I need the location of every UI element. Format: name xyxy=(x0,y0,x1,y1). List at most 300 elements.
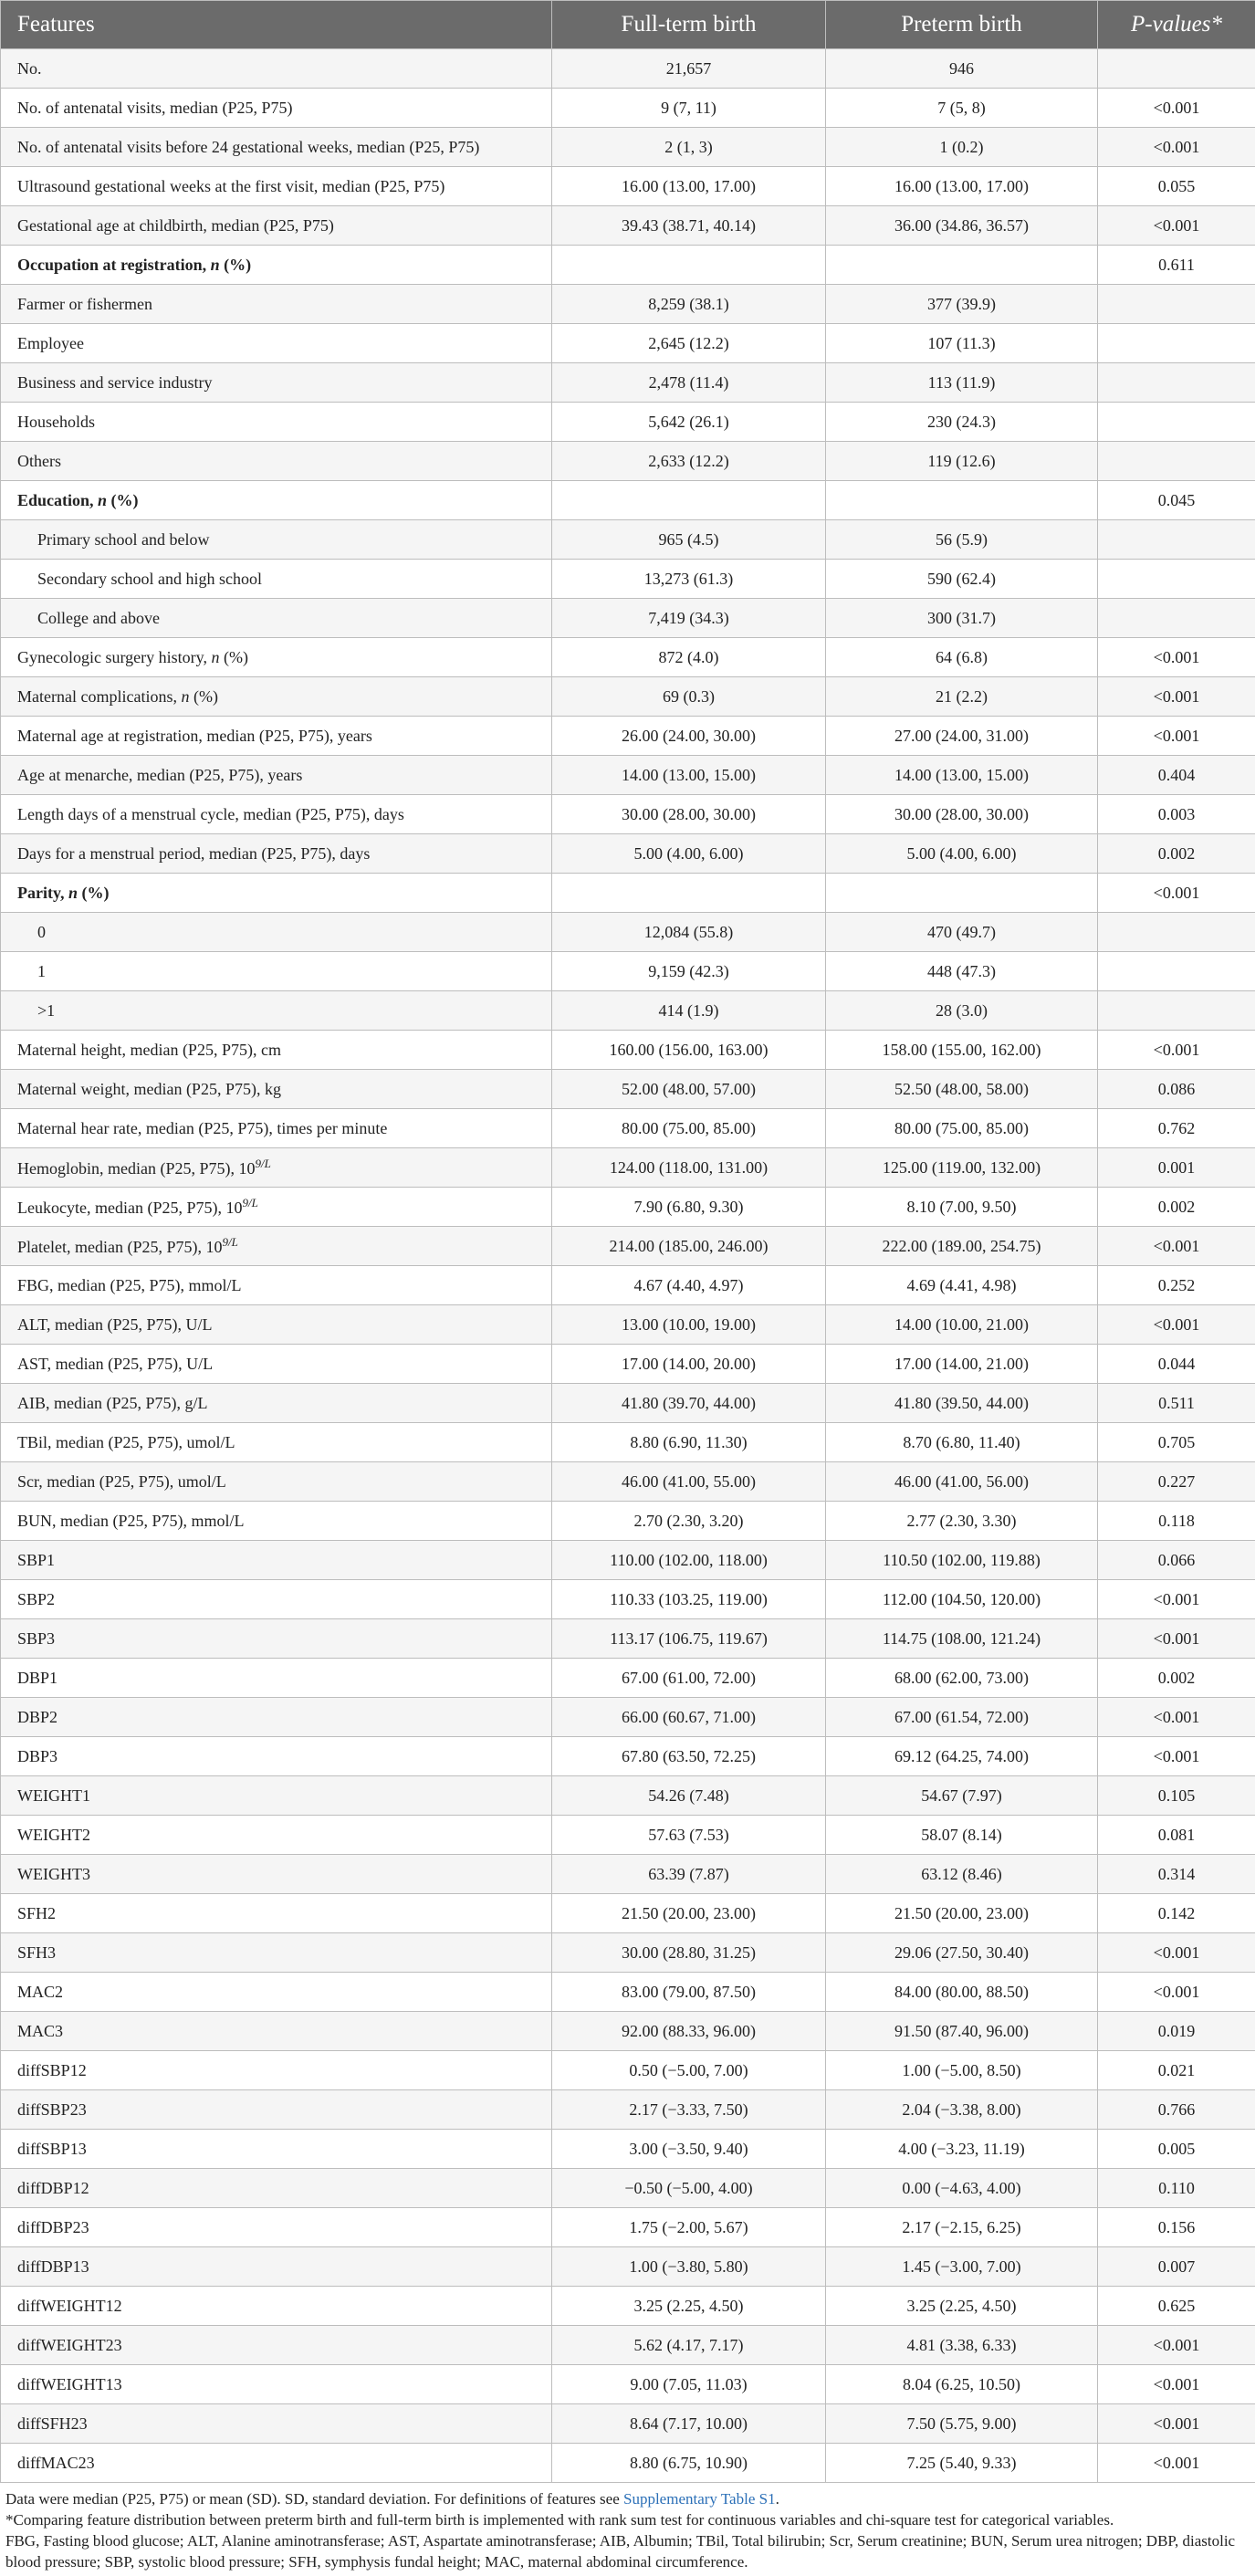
feature-label-text: SFH3 xyxy=(17,1942,57,1962)
full-term-value: 3.25 (2.25, 4.50) xyxy=(552,2287,826,2326)
p-value xyxy=(1098,442,1255,481)
table-row xyxy=(1,1580,1255,1619)
full-term-value xyxy=(552,481,826,520)
p-value: <0.001 xyxy=(1098,1227,1255,1266)
feature-label xyxy=(1,599,552,638)
full-term-value: 30.00 (28.80, 31.25) xyxy=(552,1933,826,1973)
preterm-value: 7.50 (5.75, 9.00) xyxy=(826,2404,1098,2444)
feature-label xyxy=(1,128,552,167)
table-row xyxy=(1,1031,1255,1070)
table-row xyxy=(1,1502,1255,1541)
p-value xyxy=(1098,991,1255,1031)
p-value: 0.019 xyxy=(1098,2012,1255,2051)
p-value: <0.001 xyxy=(1098,2365,1255,2404)
feature-label-text: Hemoglobin, median (P25, P75), 10 xyxy=(17,1159,256,1178)
full-term-value: 54.26 (7.48) xyxy=(552,1776,826,1816)
table-row xyxy=(1,1737,1255,1776)
table-row xyxy=(1,2012,1255,2051)
feature-label xyxy=(1,717,552,756)
feature-label xyxy=(1,1384,552,1423)
table-row xyxy=(1,717,1255,756)
p-value: 0.002 xyxy=(1098,834,1255,874)
feature-label-text: Length days of a menstrual cycle, median (P25, P75), days xyxy=(17,804,404,823)
unit-superscript: 9/L xyxy=(222,1235,238,1249)
table-row xyxy=(1,520,1255,560)
feature-label xyxy=(1,1502,552,1541)
full-term-value: 1.00 (−3.80, 5.80) xyxy=(552,2247,826,2287)
preterm-value: 29.06 (27.50, 30.40) xyxy=(826,1933,1098,1973)
preterm-value: 300 (31.7) xyxy=(826,599,1098,638)
header-full-term: Full-term birth xyxy=(552,1,826,49)
unit-superscript: 9/L xyxy=(255,1157,271,1170)
feature-label-text: Gestational age at childbirth, median (P25, P75) xyxy=(17,215,334,235)
preterm-value: 16.00 (13.00, 17.00) xyxy=(826,167,1098,206)
table-row xyxy=(1,1619,1255,1659)
full-term-value: 13.00 (10.00, 19.00) xyxy=(552,1305,826,1345)
footnote-1-end: . xyxy=(775,2490,779,2508)
p-value: <0.001 xyxy=(1098,1933,1255,1973)
feature-label xyxy=(1,167,552,206)
table-row xyxy=(1,1148,1255,1188)
feature-label xyxy=(1,285,552,324)
feature-label-text: Days for a menstrual period, median (P25, P75), days xyxy=(17,843,371,863)
p-value: 0.002 xyxy=(1098,1188,1255,1227)
feature-label-text: No. of antenatal visits before 24 gestational weeks, median (P25, P75) xyxy=(17,137,480,156)
feature-label-text: MAC2 xyxy=(17,1982,64,2001)
table-row xyxy=(1,2365,1255,2404)
feature-label xyxy=(1,1855,552,1894)
feature-label xyxy=(1,1148,552,1188)
full-term-value: 14.00 (13.00, 15.00) xyxy=(552,756,826,795)
table-row xyxy=(1,1933,1255,1973)
feature-label xyxy=(1,952,552,991)
table-row xyxy=(1,991,1255,1031)
preterm-value: 2.77 (2.30, 3.30) xyxy=(826,1502,1098,1541)
p-value: <0.001 xyxy=(1098,1973,1255,2012)
table-row xyxy=(1,324,1255,363)
feature-label xyxy=(1,246,552,285)
feature-label xyxy=(1,442,552,481)
preterm-value: 63.12 (8.46) xyxy=(826,1855,1098,1894)
full-term-value: 5.00 (4.00, 6.00) xyxy=(552,834,826,874)
feature-label xyxy=(1,1619,552,1659)
p-value: <0.001 xyxy=(1098,1737,1255,1776)
preterm-value: 113 (11.9) xyxy=(826,363,1098,403)
full-term-value: 0.50 (−5.00, 7.00) xyxy=(552,2051,826,2090)
feature-label xyxy=(1,638,552,677)
p-value: <0.001 xyxy=(1098,89,1255,128)
table-row xyxy=(1,246,1255,285)
p-value: 0.511 xyxy=(1098,1384,1255,1423)
preterm-value: 222.00 (189.00, 254.75) xyxy=(826,1227,1098,1266)
preterm-value: 5.00 (4.00, 6.00) xyxy=(826,834,1098,874)
feature-label-text: diffDBP12 xyxy=(17,2178,89,2197)
preterm-value: 52.50 (48.00, 58.00) xyxy=(826,1070,1098,1109)
preterm-value xyxy=(826,246,1098,285)
feature-label-text: diffMAC23 xyxy=(17,2453,95,2472)
p-value: 0.118 xyxy=(1098,1502,1255,1541)
feature-label xyxy=(1,1188,552,1227)
feature-label xyxy=(1,1816,552,1855)
table-row xyxy=(1,1816,1255,1855)
full-term-value: 67.80 (63.50, 72.25) xyxy=(552,1737,826,1776)
full-term-value: 83.00 (79.00, 87.50) xyxy=(552,1973,826,2012)
p-value: 0.007 xyxy=(1098,2247,1255,2287)
p-value: <0.001 xyxy=(1098,1031,1255,1070)
table-row xyxy=(1,1423,1255,1462)
preterm-value: 7 (5, 8) xyxy=(826,89,1098,128)
p-value: <0.001 xyxy=(1098,1580,1255,1619)
feature-label-text: diffWEIGHT12 xyxy=(17,2296,122,2315)
feature-label xyxy=(1,756,552,795)
preterm-value: 8.04 (6.25, 10.50) xyxy=(826,2365,1098,2404)
feature-label xyxy=(1,560,552,599)
p-value: 0.081 xyxy=(1098,1816,1255,1855)
table-row xyxy=(1,756,1255,795)
full-term-value: 66.00 (60.67, 71.00) xyxy=(552,1698,826,1737)
p-value: <0.001 xyxy=(1098,128,1255,167)
feature-label xyxy=(1,2090,552,2130)
feature-label xyxy=(1,1659,552,1698)
table-row xyxy=(1,442,1255,481)
feature-label xyxy=(1,324,552,363)
table-row xyxy=(1,560,1255,599)
full-term-value: 113.17 (106.75, 119.67) xyxy=(552,1619,826,1659)
full-term-value: 52.00 (48.00, 57.00) xyxy=(552,1070,826,1109)
table-row xyxy=(1,403,1255,442)
full-term-value: 214.00 (185.00, 246.00) xyxy=(552,1227,826,1266)
feature-label-text: Gynecologic surgery history, n (%) xyxy=(17,647,248,666)
p-value: <0.001 xyxy=(1098,717,1255,756)
table-row xyxy=(1,2247,1255,2287)
table-row xyxy=(1,834,1255,874)
table-row xyxy=(1,874,1255,913)
preterm-value: 377 (39.9) xyxy=(826,285,1098,324)
preterm-value: 2.04 (−3.38, 8.00) xyxy=(826,2090,1098,2130)
full-term-value: 8,259 (38.1) xyxy=(552,285,826,324)
feature-label xyxy=(1,2169,552,2208)
full-term-value: 3.00 (−3.50, 9.40) xyxy=(552,2130,826,2169)
table-row xyxy=(1,1305,1255,1345)
preterm-value: 21 (2.2) xyxy=(826,677,1098,717)
table-row xyxy=(1,2444,1255,2483)
preterm-value: 1.45 (−3.00, 7.00) xyxy=(826,2247,1098,2287)
table-row xyxy=(1,795,1255,834)
table-row xyxy=(1,1659,1255,1698)
preterm-value: 0.00 (−4.63, 4.00) xyxy=(826,2169,1098,2208)
feature-label-text: SBP2 xyxy=(17,1589,56,1608)
feature-label-text: Parity, n (%) xyxy=(17,883,110,902)
preterm-value: 4.00 (−3.23, 11.19) xyxy=(826,2130,1098,2169)
feature-label-text: Secondary school and high school xyxy=(37,569,262,588)
preterm-value: 17.00 (14.00, 21.00) xyxy=(826,1345,1098,1384)
preterm-value: 4.69 (4.41, 4.98) xyxy=(826,1266,1098,1305)
p-value: 0.105 xyxy=(1098,1776,1255,1816)
feature-label xyxy=(1,991,552,1031)
p-value: 0.086 xyxy=(1098,1070,1255,1109)
feature-label-text: TBil, median (P25, P75), umol/L xyxy=(17,1432,235,1451)
table-row xyxy=(1,1266,1255,1305)
full-term-value: 67.00 (61.00, 72.00) xyxy=(552,1659,826,1698)
table-row xyxy=(1,952,1255,991)
table-row xyxy=(1,2208,1255,2247)
feature-label-text: diffSFH23 xyxy=(17,2414,88,2433)
p-value xyxy=(1098,952,1255,991)
feature-label-text: diffWEIGHT23 xyxy=(17,2335,122,2354)
feature-label xyxy=(1,913,552,952)
table-row xyxy=(1,167,1255,206)
preterm-value: 28 (3.0) xyxy=(826,991,1098,1031)
full-term-value: 30.00 (28.00, 30.00) xyxy=(552,795,826,834)
full-term-value: 160.00 (156.00, 163.00) xyxy=(552,1031,826,1070)
table-row xyxy=(1,1776,1255,1816)
feature-label-text: Occupation at registration, n (%) xyxy=(17,255,252,274)
feature-label-text: Education, n (%) xyxy=(17,490,139,509)
feature-label-text: College and above xyxy=(37,608,160,627)
full-term-value: 872 (4.0) xyxy=(552,638,826,677)
full-term-value: 8.80 (6.75, 10.90) xyxy=(552,2444,826,2483)
feature-label-text: Platelet, median (P25, P75), 10 xyxy=(17,1238,223,1256)
preterm-value: 112.00 (104.50, 120.00) xyxy=(826,1580,1098,1619)
feature-label xyxy=(1,2365,552,2404)
full-term-value: 9,159 (42.3) xyxy=(552,952,826,991)
feature-label-text: diffWEIGHT13 xyxy=(17,2374,122,2393)
full-term-value: 39.43 (38.71, 40.14) xyxy=(552,206,826,246)
preterm-value: 80.00 (75.00, 85.00) xyxy=(826,1109,1098,1148)
footnote-1 xyxy=(5,2488,1255,2509)
preterm-value: 110.50 (102.00, 119.88) xyxy=(826,1541,1098,1580)
p-value: 0.611 xyxy=(1098,246,1255,285)
feature-label xyxy=(1,2287,552,2326)
feature-label xyxy=(1,2404,552,2444)
full-term-value: 7.90 (6.80, 9.30) xyxy=(552,1188,826,1227)
feature-label-text: Households xyxy=(17,412,95,431)
full-term-value: 21,657 xyxy=(552,49,826,89)
full-term-value: 110.00 (102.00, 118.00) xyxy=(552,1541,826,1580)
preterm-value xyxy=(826,481,1098,520)
table-row xyxy=(1,1188,1255,1227)
table-row xyxy=(1,285,1255,324)
feature-label xyxy=(1,1973,552,2012)
feature-label-text: Business and service industry xyxy=(17,372,213,392)
p-value xyxy=(1098,324,1255,363)
preterm-value: 119 (12.6) xyxy=(826,442,1098,481)
feature-label-text: WEIGHT2 xyxy=(17,1825,90,1844)
full-term-value: 7,419 (34.3) xyxy=(552,599,826,638)
full-term-value: 13,273 (61.3) xyxy=(552,560,826,599)
p-value: 0.066 xyxy=(1098,1541,1255,1580)
feature-label-text: Ultrasound gestational weeks at the first visit, median (P25, P75) xyxy=(17,176,445,195)
preterm-value: 1.00 (−5.00, 8.50) xyxy=(826,2051,1098,2090)
full-term-value: 8.64 (7.17, 10.00) xyxy=(552,2404,826,2444)
feature-label xyxy=(1,874,552,913)
table-row xyxy=(1,1345,1255,1384)
full-term-value xyxy=(552,874,826,913)
feature-label-text: Maternal weight, median (P25, P75), kg xyxy=(17,1079,281,1098)
preterm-value: 3.25 (2.25, 4.50) xyxy=(826,2287,1098,2326)
feature-label xyxy=(1,2247,552,2287)
p-value xyxy=(1098,285,1255,324)
feature-label-text: DBP1 xyxy=(17,1668,58,1687)
feature-label xyxy=(1,2444,552,2483)
feature-label xyxy=(1,2326,552,2365)
feature-label-text: FBG, median (P25, P75), mmol/L xyxy=(17,1275,242,1294)
preterm-value: 590 (62.4) xyxy=(826,560,1098,599)
p-value: 0.762 xyxy=(1098,1109,1255,1148)
full-term-value: 414 (1.9) xyxy=(552,991,826,1031)
full-term-value: 124.00 (118.00, 131.00) xyxy=(552,1148,826,1188)
table-footnotes xyxy=(0,2483,1255,2572)
feature-label-text: Age at menarche, median (P25, P75), years xyxy=(17,765,303,784)
preterm-value: 41.80 (39.50, 44.00) xyxy=(826,1384,1098,1423)
full-term-value: 2.17 (−3.33, 7.50) xyxy=(552,2090,826,2130)
full-term-value: 2 (1, 3) xyxy=(552,128,826,167)
full-term-value: 16.00 (13.00, 17.00) xyxy=(552,167,826,206)
p-value: 0.002 xyxy=(1098,1659,1255,1698)
feature-label xyxy=(1,834,552,874)
feature-label xyxy=(1,89,552,128)
feature-label xyxy=(1,2051,552,2090)
preterm-value: 58.07 (8.14) xyxy=(826,1816,1098,1855)
p-value: 0.055 xyxy=(1098,167,1255,206)
p-value: 0.021 xyxy=(1098,2051,1255,2090)
feature-label xyxy=(1,677,552,717)
table-row xyxy=(1,1698,1255,1737)
full-term-value: −0.50 (−5.00, 4.00) xyxy=(552,2169,826,2208)
feature-label-text: Others xyxy=(17,451,61,470)
p-value: <0.001 xyxy=(1098,1305,1255,1345)
feature-label-text: SBP1 xyxy=(17,1550,56,1569)
header-preterm: Preterm birth xyxy=(826,1,1098,49)
preterm-value: 14.00 (13.00, 15.00) xyxy=(826,756,1098,795)
feature-label-text: Farmer or fishermen xyxy=(17,294,152,313)
full-term-value: 17.00 (14.00, 20.00) xyxy=(552,1345,826,1384)
full-term-value: 26.00 (24.00, 30.00) xyxy=(552,717,826,756)
table-row xyxy=(1,2169,1255,2208)
feature-label-text: AIB, median (P25, P75), g/L xyxy=(17,1393,208,1412)
table-row xyxy=(1,677,1255,717)
p-value xyxy=(1098,403,1255,442)
feature-label-text: diffSBP13 xyxy=(17,2139,87,2158)
feature-label-text: DBP2 xyxy=(17,1707,58,1726)
preterm-value: 69.12 (64.25, 74.00) xyxy=(826,1737,1098,1776)
feature-label xyxy=(1,1227,552,1266)
table-header-row xyxy=(1,1,1255,49)
feature-label xyxy=(1,2130,552,2169)
footnote-3: FBG, Fasting blood glucose; ALT, Alanine aminotransferase; AST, Aspartate aminotransferase; AIB, Albumin; TBil, Total bilirubin; Scr, Serum creatinine; BUN, Serum urea nitrogen; DBP, diastolic blood pressure; SBP, systolic blood pressure; SFH, symphysis fundal height; MAC, maternal abdominal circumference. xyxy=(5,2532,1236,2571)
full-term-value: 21.50 (20.00, 23.00) xyxy=(552,1894,826,1933)
feature-label xyxy=(1,795,552,834)
feature-label-text: 0 xyxy=(37,922,46,941)
feature-label xyxy=(1,49,552,89)
table-row xyxy=(1,1384,1255,1423)
full-term-value: 57.63 (7.53) xyxy=(552,1816,826,1855)
p-value: 0.404 xyxy=(1098,756,1255,795)
feature-label xyxy=(1,1345,552,1384)
p-value: 0.110 xyxy=(1098,2169,1255,2208)
p-value: 0.252 xyxy=(1098,1266,1255,1305)
preterm-value: 27.00 (24.00, 31.00) xyxy=(826,717,1098,756)
preterm-value: 14.00 (10.00, 21.00) xyxy=(826,1305,1098,1345)
preterm-value: 67.00 (61.54, 72.00) xyxy=(826,1698,1098,1737)
feature-label xyxy=(1,520,552,560)
feature-label-text: AST, median (P25, P75), U/L xyxy=(17,1354,214,1373)
full-term-value: 4.67 (4.40, 4.97) xyxy=(552,1266,826,1305)
feature-label-text: Leukocyte, median (P25, P75), 10 xyxy=(17,1199,243,1217)
full-term-value xyxy=(552,246,826,285)
p-value xyxy=(1098,599,1255,638)
full-term-value: 12,084 (55.8) xyxy=(552,913,826,952)
feature-label-text: SBP3 xyxy=(17,1628,56,1648)
preterm-value: 946 xyxy=(826,49,1098,89)
full-term-value: 2,645 (12.2) xyxy=(552,324,826,363)
p-value: 0.045 xyxy=(1098,481,1255,520)
feature-label-text: WEIGHT3 xyxy=(17,1864,90,1883)
feature-label xyxy=(1,1031,552,1070)
preterm-value: 8.10 (7.00, 9.50) xyxy=(826,1188,1098,1227)
p-value: 0.625 xyxy=(1098,2287,1255,2326)
feature-label xyxy=(1,481,552,520)
full-term-value: 1.75 (−2.00, 5.67) xyxy=(552,2208,826,2247)
full-term-value: 63.39 (7.87) xyxy=(552,1855,826,1894)
unit-superscript: 9/L xyxy=(242,1196,258,1209)
supplementary-table-link[interactable]: Supplementary Table S1 xyxy=(623,2490,776,2508)
p-value: <0.001 xyxy=(1098,638,1255,677)
footnote-1-text: Data were median (P25, P75) or mean (SD). SD, standard deviation. For definitions of features see xyxy=(5,2490,623,2508)
feature-label-text: Maternal complications, n (%) xyxy=(17,686,218,706)
full-term-value: 92.00 (88.33, 96.00) xyxy=(552,2012,826,2051)
preterm-value: 4.81 (3.38, 6.33) xyxy=(826,2326,1098,2365)
preterm-value: 68.00 (62.00, 73.00) xyxy=(826,1659,1098,1698)
p-value: <0.001 xyxy=(1098,1698,1255,1737)
full-term-value: 110.33 (103.25, 119.00) xyxy=(552,1580,826,1619)
preterm-value: 470 (49.7) xyxy=(826,913,1098,952)
preterm-value: 1 (0.2) xyxy=(826,128,1098,167)
full-term-value: 5.62 (4.17, 7.17) xyxy=(552,2326,826,2365)
p-value: <0.001 xyxy=(1098,1619,1255,1659)
preterm-value: 114.75 (108.00, 121.24) xyxy=(826,1619,1098,1659)
full-term-value: 2.70 (2.30, 3.20) xyxy=(552,1502,826,1541)
preterm-value: 36.00 (34.86, 36.57) xyxy=(826,206,1098,246)
preterm-value xyxy=(826,874,1098,913)
table-row xyxy=(1,2404,1255,2444)
feature-label xyxy=(1,1894,552,1933)
p-value: <0.001 xyxy=(1098,2326,1255,2365)
p-value: 0.314 xyxy=(1098,1855,1255,1894)
feature-label xyxy=(1,403,552,442)
feature-label xyxy=(1,1109,552,1148)
full-term-value: 2,478 (11.4) xyxy=(552,363,826,403)
preterm-value: 30.00 (28.00, 30.00) xyxy=(826,795,1098,834)
full-term-value: 5,642 (26.1) xyxy=(552,403,826,442)
full-term-value: 8.80 (6.90, 11.30) xyxy=(552,1423,826,1462)
header-features: Features xyxy=(1,1,552,49)
preterm-value: 448 (47.3) xyxy=(826,952,1098,991)
header-p-values: P-values* xyxy=(1098,1,1255,49)
feature-label xyxy=(1,1698,552,1737)
feature-label xyxy=(1,206,552,246)
table-row xyxy=(1,1109,1255,1148)
preterm-value: 21.50 (20.00, 23.00) xyxy=(826,1894,1098,1933)
table-row xyxy=(1,49,1255,89)
feature-label-text: DBP3 xyxy=(17,1746,58,1765)
feature-label xyxy=(1,1580,552,1619)
p-value: 0.001 xyxy=(1098,1148,1255,1188)
feature-label-text: Employee xyxy=(17,333,84,352)
full-term-value: 41.80 (39.70, 44.00) xyxy=(552,1384,826,1423)
feature-label-text: 1 xyxy=(37,961,46,980)
feature-label xyxy=(1,1423,552,1462)
